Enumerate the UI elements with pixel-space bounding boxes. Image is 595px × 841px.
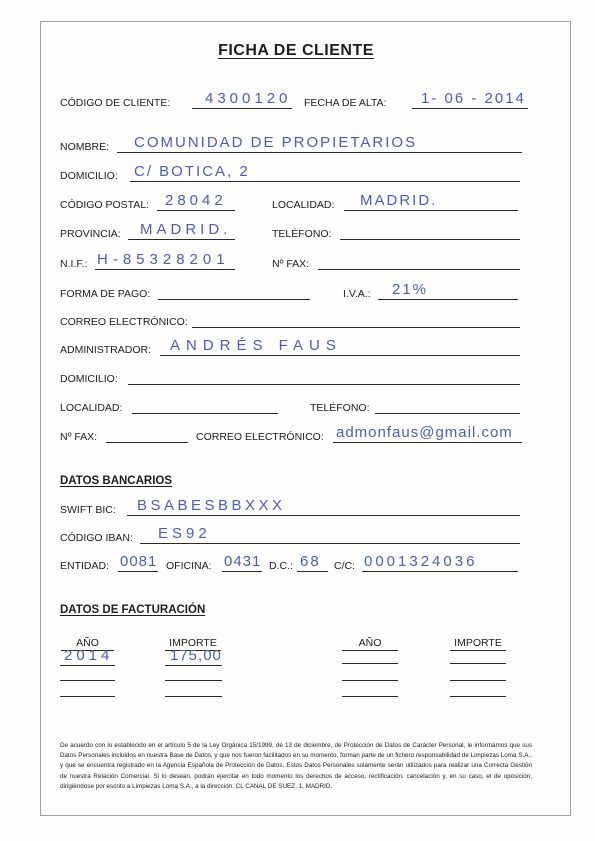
signup-date-value: 1- 06 - 2014 <box>421 90 526 107</box>
billing-year-cell <box>60 647 115 666</box>
billing-year-cell <box>342 681 398 697</box>
client-postal-code-line <box>157 192 235 211</box>
billing-amount-cell <box>450 665 506 681</box>
admin-email-label: CORREO ELECTRÓNICO: <box>196 431 324 443</box>
client-city-value: MADRID. <box>360 192 438 209</box>
admin-city-line <box>132 398 278 414</box>
admin-fax-label: Nº FAX: <box>60 431 98 443</box>
form-title <box>0 42 592 60</box>
client-province-line <box>128 221 235 240</box>
client-email-label: CORREO ELECTRÓNICO: <box>60 316 188 328</box>
swift-line <box>127 497 520 516</box>
dc-value: 68 <box>300 553 321 570</box>
admin-city-label: LOCALIDAD: <box>60 402 123 414</box>
dc-line <box>297 553 328 572</box>
admin-address-line <box>128 369 520 385</box>
office-line <box>222 553 262 572</box>
admin-fax-line <box>106 427 188 443</box>
client-province-value: MADRID. <box>140 221 232 238</box>
vat-line <box>378 281 518 300</box>
billing-amount-cell <box>165 665 222 681</box>
billing-amount-cell <box>165 681 222 697</box>
client-code-line <box>192 90 292 109</box>
client-name-label: NOMBRE: <box>60 141 110 153</box>
bank-section-heading: DATOS BANCARIOS <box>60 475 173 487</box>
signup-date-label: FECHA DE ALTA: <box>304 97 387 109</box>
billing-year-header-right: AÑO <box>342 637 398 651</box>
iban-label: CÓDIGO IBAN: <box>60 532 133 544</box>
administrator-line <box>160 337 520 356</box>
client-city-line <box>344 192 518 211</box>
billing-amount-header-left: IMPORTE <box>165 637 221 651</box>
form-title-text: FICHA DE CLIENTE <box>218 42 374 59</box>
admin-address-label: DOMICILIO: <box>60 373 118 385</box>
office-label: OFICINA: <box>166 560 212 572</box>
office-value: 0431 <box>224 553 262 570</box>
client-name-value: COMUNIDAD DE PROPIETARIOS <box>134 134 418 151</box>
billing-amount-header-right: IMPORTE <box>450 637 506 651</box>
billing-section-heading: DATOS DE FACTURACIÓN <box>60 604 206 616</box>
swift-label: SWIFT BIC: <box>60 504 116 516</box>
billing-year-value: 2014 <box>64 647 114 664</box>
client-code-label: CÓDIGO DE CLIENTE: <box>60 97 171 109</box>
billing-year-cell <box>60 681 115 697</box>
client-name-line <box>117 134 522 153</box>
account-label: C/C: <box>334 560 355 572</box>
entity-label: ENTIDAD: <box>60 560 110 572</box>
billing-year-cell <box>342 648 398 664</box>
client-fax-line <box>318 254 520 270</box>
iban-line <box>140 525 520 544</box>
client-phone-line <box>340 224 520 240</box>
admin-phone-line <box>375 398 520 414</box>
client-nif-line <box>95 251 235 270</box>
administrator-label: ADMINISTRADOR: <box>60 344 152 356</box>
billing-amount-cell <box>165 647 222 666</box>
client-address-line <box>130 163 520 182</box>
client-address-label: DOMICILIO: <box>60 170 118 182</box>
admin-phone-label: TELÉFONO: <box>310 402 370 414</box>
account-value: 0001324036 <box>364 553 478 570</box>
client-email-line <box>192 312 520 328</box>
client-city-label: LOCALIDAD: <box>272 199 335 211</box>
admin-email-value: admonfaus@gmail.com <box>336 424 513 441</box>
client-phone-label: TELÉFONO: <box>272 228 332 240</box>
client-postal-code-label: CÓDIGO POSTAL: <box>60 199 150 211</box>
vat-label: I.V.A.: <box>343 288 371 300</box>
payment-method-line <box>158 284 310 300</box>
billing-amount-cell <box>450 681 506 697</box>
account-line <box>362 553 518 572</box>
billing-year-cell <box>342 665 398 681</box>
entity-value: 0081 <box>120 553 158 570</box>
admin-email-line <box>333 424 522 443</box>
iban-value: ES92 <box>158 525 211 542</box>
dc-label: D.C.: <box>269 560 293 572</box>
billing-year-cell <box>60 665 115 681</box>
client-code-value: 4300120 <box>205 90 292 107</box>
client-postal-code-value: 28042 <box>165 192 227 209</box>
billing-year-header-left: AÑO <box>61 637 114 651</box>
legal-notice: De acuerdo con lo establecido en el artículo 5 de la Ley Orgánica 15/1999, de 13 de diciembre, de Protección de Datos de Carácter Personal, le informamos que sus Datos Personales incluidos en nuestra Base de Datos, y que nos fueron facilitados en su momento, forman parte de un fichero responsabilidad de Limpiezas Loma S.A., y que se encuentra registrado en la Agencia Española de Protección de Datos. Estos Datos Personales solamente serán utilizados para realizar una Correcta Gestión de nuestra Relación Comercial. Si lo desean, podrán ejercitar en todo momento los derechos de acceso, rectificación, cancelación y, en su caso, el de oposición, dirigiéndose por escrito a Limpiezas Loma S.A., a la dirección: CL CANAL DE SUEZ, 1, MADRID. <box>60 742 532 790</box>
client-nif-label: N.I.F.: <box>60 258 88 270</box>
signup-date-line <box>412 90 528 109</box>
vat-value: 21% <box>392 281 429 298</box>
swift-value: BSABESBBXXX <box>137 497 286 514</box>
billing-amount-cell <box>450 648 506 664</box>
client-address-value: C/ BOTICA, 2 <box>134 163 250 180</box>
entity-line <box>118 553 158 572</box>
payment-method-label: FORMA DE PAGO: <box>60 288 151 300</box>
client-province-label: PROVINCIA: <box>60 228 121 240</box>
billing-amount-value: 175,00 <box>170 647 222 664</box>
client-nif-value: H-85328201 <box>97 251 230 268</box>
client-fax-label: Nº FAX: <box>272 258 310 270</box>
administrator-value: ANDRÉS FAUS <box>170 337 342 354</box>
